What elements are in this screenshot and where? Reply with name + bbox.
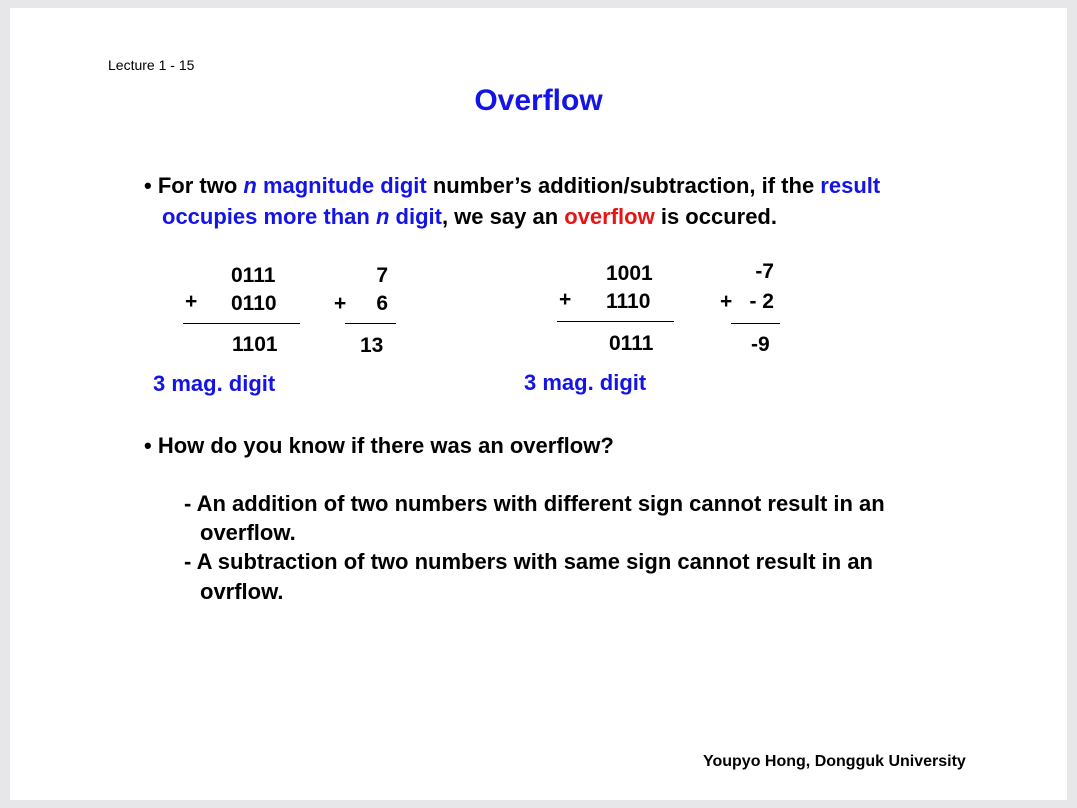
ex2-binary-operand1: 1001	[606, 262, 653, 285]
ex2-decimal-rule	[731, 323, 780, 324]
ex1-decimal-rule	[345, 323, 396, 324]
footer-author: Youpyo Hong, Dongguk University	[703, 753, 966, 770]
ex2-binary-rule	[557, 321, 674, 322]
bullet-1-line-2: occupies more than n digit, we say an overflow is occured.	[162, 204, 777, 229]
overflow-keyword: overflow	[564, 204, 655, 229]
rule-2-line-2: ovrflow.	[200, 579, 284, 604]
ex1-binary-result: 1101	[232, 333, 278, 356]
ex1-binary-operand1: 0111	[231, 264, 276, 287]
ex1-binary-operand2: 0110	[231, 292, 277, 315]
ex2-decimal-operator: +	[720, 290, 733, 313]
ex2-decimal-operand1: -7	[755, 260, 774, 283]
ex1-binary-rule	[183, 323, 300, 324]
ex1-decimal-operator: +	[334, 292, 347, 315]
bullet-1-line-1: • For two n magnitude digit number’s addition/subtraction, if the result	[144, 173, 881, 198]
slide-title: Overflow	[474, 84, 603, 117]
ex2-binary-operand2: 1110	[606, 290, 651, 313]
rule-1-line-2: overflow.	[200, 520, 296, 545]
ex1-note: 3 mag. digit	[153, 371, 276, 396]
bullet-dot: •	[144, 433, 152, 458]
bullet-dot: •	[144, 173, 152, 198]
bullet-2: • How do you know if there was an overflow?	[144, 433, 614, 458]
ex1-binary-operator: +	[185, 290, 198, 313]
rule-2-line-1: - A subtraction of two numbers with same sign cannot result in an	[184, 549, 873, 574]
ex1-decimal-result: 13	[360, 334, 384, 357]
ex1-decimal-operand1: 7	[376, 264, 388, 287]
lecture-number: Lecture 1 - 15	[108, 57, 195, 73]
ex2-binary-result: 0111	[609, 332, 654, 355]
ex2-binary-operator: +	[559, 288, 572, 311]
ex2-decimal-operand2: - 2	[749, 290, 774, 313]
slide	[10, 8, 1067, 800]
ex2-note: 3 mag. digit	[524, 370, 647, 395]
variable-n: n	[243, 173, 257, 198]
ex1-decimal-operand2: 6	[376, 292, 388, 315]
ex2-decimal-result: -9	[751, 333, 770, 356]
variable-n: n	[375, 204, 390, 229]
rule-1-line-1: - An addition of two numbers with different sign cannot result in an	[184, 491, 885, 516]
